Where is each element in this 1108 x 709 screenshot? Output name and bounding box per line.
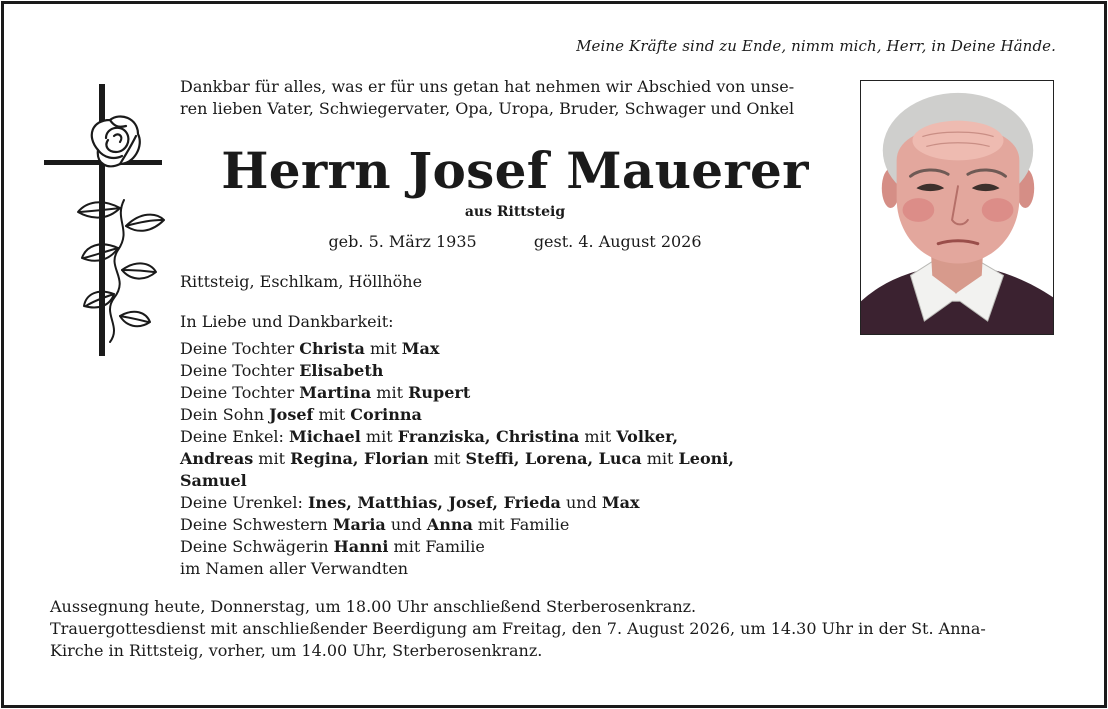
mourner-text: und (385, 515, 427, 534)
mourner-name: Franziska, Christina (397, 427, 580, 446)
mourner-name: Corinna (350, 405, 422, 424)
mourner-line (180, 360, 734, 382)
mourner-name: Michael (289, 427, 361, 446)
mourner-text: mit (428, 449, 466, 468)
mourner-line (180, 492, 734, 514)
mourner-text: mit (579, 427, 617, 446)
mourner-text: und (560, 493, 602, 512)
mourner-line (180, 404, 734, 426)
mourner-line (180, 470, 734, 492)
mourners-heading: In Liebe und Dankbarkeit: (180, 312, 394, 331)
birth-date: geb. 5. März 1935 (328, 232, 477, 251)
mourner-text: mit (641, 449, 679, 468)
death-date: gest. 4. August 2026 (533, 232, 702, 251)
mourner-name: Anna (426, 515, 473, 534)
mourner-name: Regina, Florian (290, 449, 429, 468)
mourner-name: Ines, Matthias, Josef, Frieda (307, 493, 561, 512)
mourner-text: Deine Schwestern (180, 515, 333, 534)
mourner-name: Andreas (180, 449, 254, 468)
mourner-text: Deine Schwägerin (180, 537, 334, 556)
mourner-text: Dein Sohn (180, 405, 270, 424)
mourner-text: mit (360, 427, 398, 446)
mourner-name: Hanni (333, 537, 389, 556)
mourner-name: Martina (299, 383, 372, 402)
mourner-name: Volker, (616, 427, 679, 446)
mourner-name: Steffi, Lorena, Luca (465, 449, 642, 468)
mourner-name: Max (601, 493, 640, 512)
mourner-text: mit Familie (472, 515, 570, 534)
mourner-name: Max (401, 339, 440, 358)
mourner-text: Deine Tochter (180, 383, 300, 402)
places-line: Rittsteig, Eschlkam, Höllhöhe (180, 272, 423, 291)
motto: Meine Kräfte sind zu Ende, nimm mich, Herr, in Deine Hände. (576, 37, 1056, 55)
mourner-name: Leoni, (678, 449, 734, 468)
mourner-text: mit (253, 449, 291, 468)
mourner-name: Rupert (408, 383, 471, 402)
mourner-name: Josef (269, 405, 314, 424)
mourner-text: Deine Tochter (180, 361, 300, 380)
mourner-line (180, 338, 734, 360)
mourner-lines (180, 338, 734, 580)
mourner-line (180, 426, 734, 448)
intro-line: Dankbar für alles, was er für uns getan hat nehmen wir Abschied von unse- (180, 77, 795, 96)
portrait-photo (860, 80, 1054, 335)
life-dates (180, 232, 850, 251)
cross-with-rose-icon (40, 80, 166, 358)
mourner-name: Samuel (180, 471, 247, 490)
mourner-name: Christa (299, 339, 365, 358)
mourner-text: Deine Tochter (180, 339, 300, 358)
mourner-text: mit (313, 405, 351, 424)
service-line: Trauergottesdienst mit anschließender Beerdigung am Freitag, den 7. August 2026, um 14.30 Uhr in der St. Anna- (50, 619, 986, 638)
mourner-text: Deine Enkel: (180, 427, 290, 446)
mourner-text: mit (371, 383, 409, 402)
mourner-line (180, 448, 734, 470)
service-line: Aussegnung heute, Donnerstag, um 18.00 Uhr anschließend Sterberosenkranz. (50, 597, 697, 616)
mourner-line (180, 536, 734, 558)
mourner-line (180, 382, 734, 404)
mourners-list (180, 311, 734, 580)
mourner-name: Maria (332, 515, 386, 534)
mourner-line (180, 558, 734, 580)
mourner-name: Elisabeth (299, 361, 384, 380)
mourner-text: im Namen aller Verwandten (180, 559, 409, 578)
intro-line: ren lieben Vater, Schwiegervater, Opa, Uropa, Bruder, Schwager und Onkel (180, 99, 795, 118)
mourner-text: Deine Urenkel: (180, 493, 308, 512)
mourner-text: mit (364, 339, 402, 358)
deceased-name: Herrn Josef Mauerer (221, 141, 809, 200)
intro-text (180, 76, 850, 120)
mourner-line (180, 514, 734, 536)
mourner-text: mit Familie (388, 537, 485, 556)
service-line: Kirche in Rittsteig, vorher, um 14.00 Uhr, Sterberosenkranz. (50, 641, 543, 660)
deceased-origin: aus Rittsteig (464, 204, 566, 220)
service-info (50, 596, 1060, 662)
